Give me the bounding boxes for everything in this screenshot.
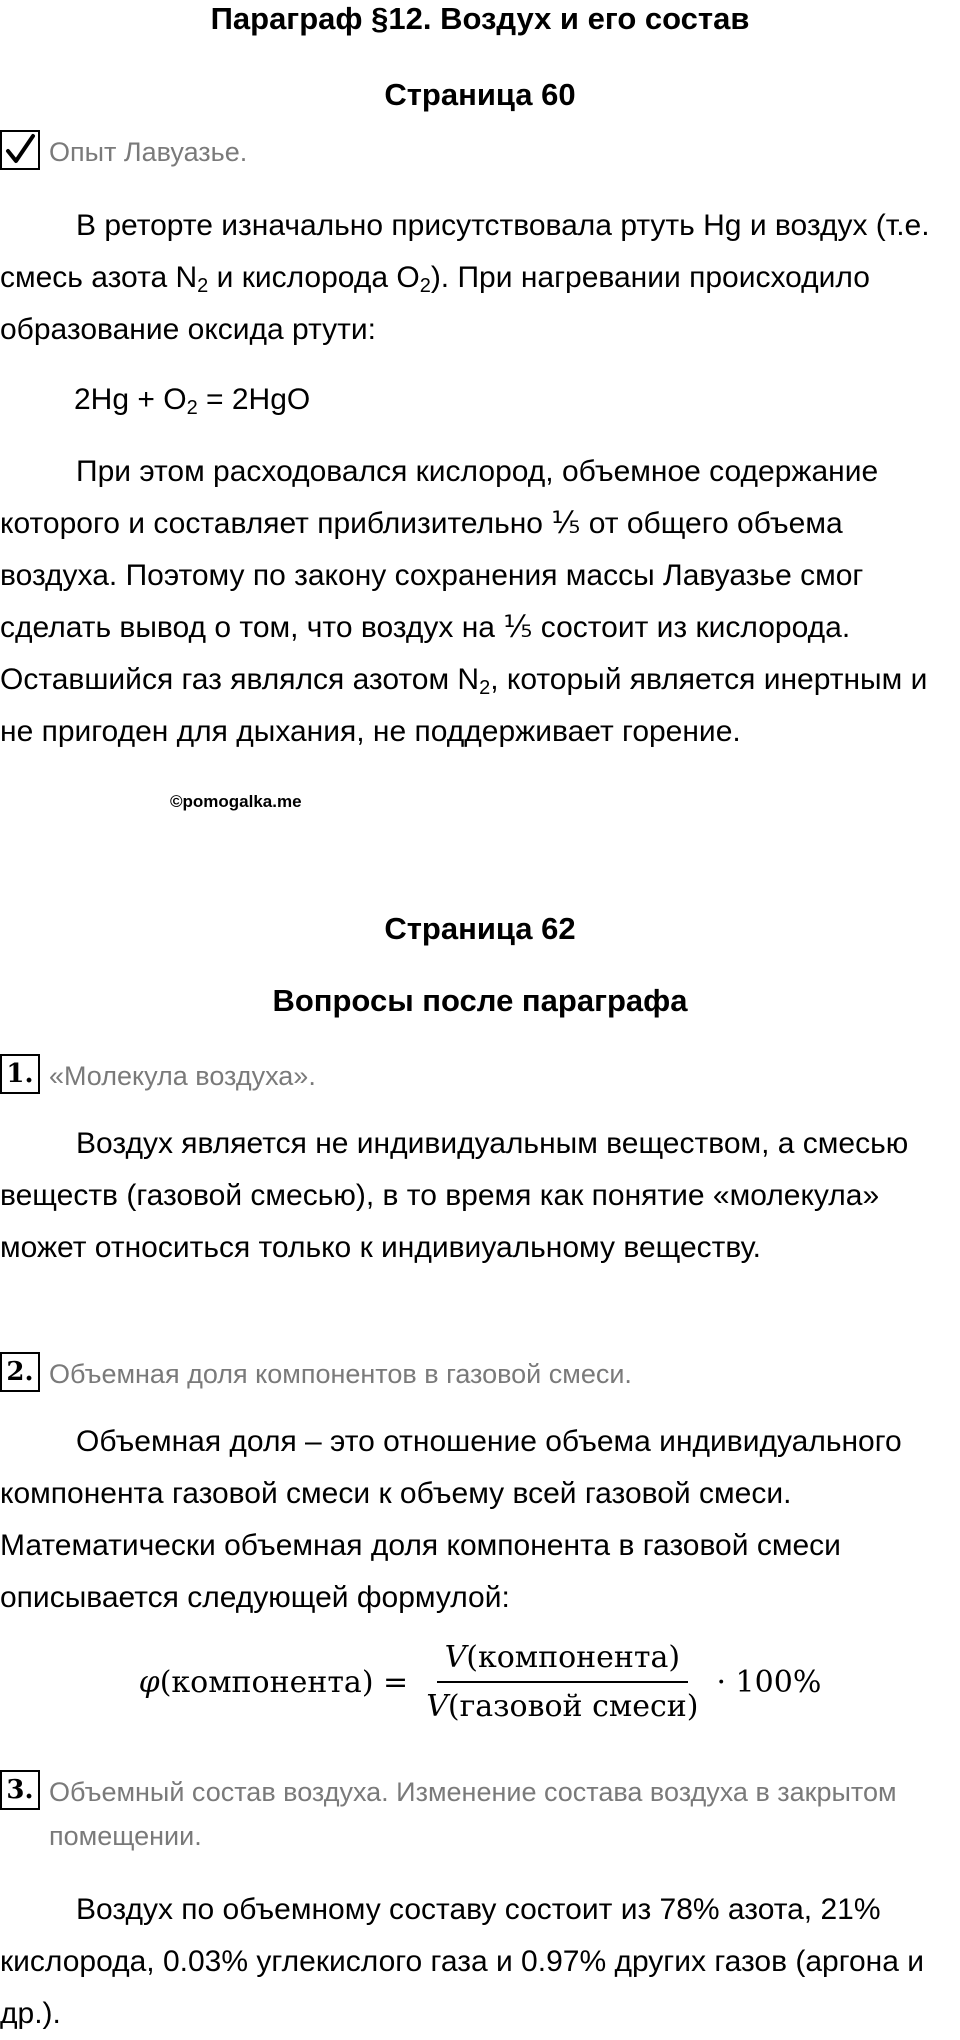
volume-fraction-formula: φ(компонента) = $\frac{\text{V(компонента)}}{\text{V(газовой смеси)}}$ · 100% [138, 1640, 822, 1724]
section-heading: Вопросы после параграфа [272, 983, 688, 1018]
answer-1: Воздух является не индивидуальным веществом, а смесью веществ (газовой смесью), в то время как понятие «молекула» может относиться только к индивиуальному веществу. [0, 1127, 909, 1264]
question-3 [0, 1770, 949, 1858]
task-lavoisier [0, 130, 247, 174]
question-2 [0, 1352, 632, 1396]
question-label: «Молекула воздуха». [49, 1061, 316, 1091]
checkmark-icon [0, 130, 40, 170]
page-60-heading: Страница 60 [384, 77, 576, 112]
paragraph-title: Параграф §12. Воздух и его состав [210, 1, 750, 36]
answer-2: Объемная доля – это отношение объема индивидуального компонента газовой смеси к объему всей газовой смеси. Математически объемная доля компонента в газовой смеси описывается следующей формулой: [0, 1425, 902, 1614]
question-label: Объемная доля компонентов в газовой смеси. [49, 1359, 632, 1389]
page-62-heading: Страница 62 [384, 911, 576, 946]
question-label: Объемный состав воздуха. Изменение состава воздуха в закрытом помещении. [49, 1777, 897, 1851]
task-label: Опыт Лавуазье. [49, 137, 248, 167]
watermark: ©pomogalka.me [170, 792, 302, 811]
lavoisier-paragraph-1: В реторте изначально присутствовала ртуть Hg и воздух (т.е. смесь азота $N_2$ и кислорода $O_2$). При нагревании происходило образование оксида ртути: [0, 209, 930, 346]
question-number: 2. [0, 1352, 40, 1392]
lavoisier-paragraph-2: При этом расходовался кислород, объемное содержание которого и составляет приблизительно ⅕ от общего объема воздуха. Поэтому по закону сохранения массы Лавуазье смог сделать вывод о том, что воздух на ⅕ состоит из кислорода. Оставшийся газ являлся азотом $N_2$, который является инертным и не пригоден для дыхания, не поддерживает горение. [0, 455, 928, 748]
question-number: 3. [0, 1770, 40, 1810]
question-number: 1. [0, 1054, 40, 1094]
answer-3: Воздух по объемному составу состоит из 78% азота, 21% кислорода, 0.03% углекислого газа и 0.97% других газов (аргона и др.). [0, 1893, 925, 2030]
question-1 [0, 1054, 316, 1098]
reaction-formula: $2Hg + O_2 = 2HgO$ [74, 383, 311, 419]
